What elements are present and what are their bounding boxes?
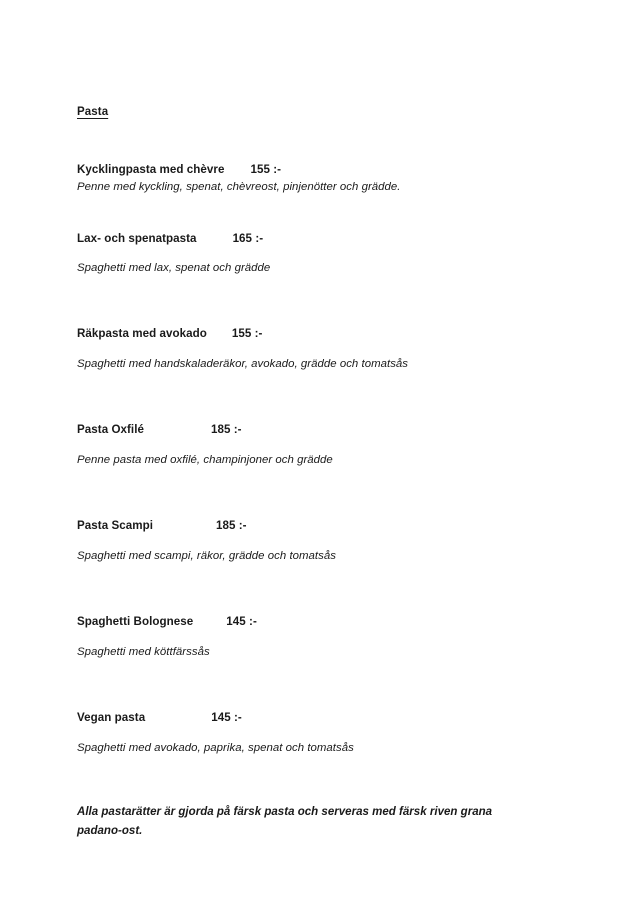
menu-item-line [77, 422, 547, 437]
menu-item-description: Spaghetti med handskaladeräkor, avokado, grädde och tomatsås [77, 358, 409, 370]
menu-item-price: 185 :- [216, 519, 247, 532]
menu-item-description: Spaghetti med lax, spenat och grädde [77, 262, 271, 274]
menu-item-price: 145 :- [211, 711, 242, 724]
menu-item-name: Pasta Oxfilé [77, 423, 144, 436]
menu-item-price: 155 :- [231, 327, 263, 340]
menu-item-price: 165 :- [232, 232, 264, 245]
menu-item-description: Penne med kyckling, spenat, chèvreost, pinjenötter och grädde. [77, 181, 401, 193]
menu-item-line [77, 710, 547, 725]
menu-item [77, 162, 547, 195]
menu-item [77, 326, 547, 372]
menu-item-name: Pasta Scampi [77, 519, 153, 532]
menu-item-price: 155 :- [250, 163, 282, 176]
menu-item-name: Vegan pasta [77, 711, 146, 724]
menu-item-price: 185 :- [210, 423, 242, 436]
menu-item-line [77, 614, 547, 629]
menu-item-line [77, 162, 547, 177]
menu-item-description: Penne pasta med oxfilé, champinjoner och grädde [77, 454, 333, 466]
menu-item-line [77, 231, 547, 246]
menu-item [77, 518, 547, 564]
menu-item-name: Räkpasta med avokado [77, 327, 207, 340]
menu-item-line [77, 326, 547, 341]
menu-footer-note: Alla pastarätter är gjorda på färsk pasta och serveras med färsk riven grana padano-ost. [77, 806, 493, 837]
menu-item-description: Spaghetti med avokado, paprika, spenat och tomatsås [77, 742, 354, 754]
menu-item [77, 710, 547, 756]
menu-item-name: Lax- och spenatpasta [77, 232, 197, 245]
menu-item [77, 614, 547, 660]
menu-item-description: Spaghetti med köttfärssås [77, 646, 210, 658]
menu-item-description: Spaghetti med scampi, räkor, grädde och tomatsås [77, 550, 336, 562]
menu-content [77, 104, 547, 841]
menu-item-price: 145 :- [226, 615, 257, 628]
pasta-menu-list [77, 162, 547, 756]
menu-item-name: Kycklingpasta med chèvre [77, 163, 225, 176]
menu-item-name: Spaghetti Bolognese [77, 615, 194, 628]
section-heading-pasta: Pasta [77, 106, 109, 118]
menu-item [77, 231, 547, 276]
menu-item-line [77, 518, 547, 533]
menu-item [77, 422, 547, 468]
